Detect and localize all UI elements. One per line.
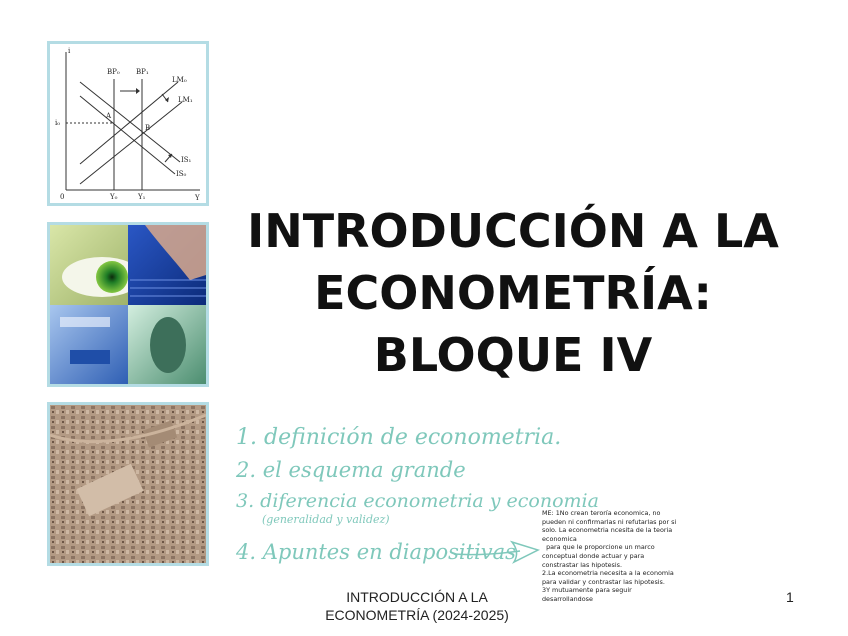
origin-label: 0 xyxy=(60,193,65,201)
bp0-label: BP₀ xyxy=(107,68,120,76)
slide-title xyxy=(218,200,808,386)
note-line: ME: 1No crean teroría economica, no xyxy=(542,509,661,517)
city-aerial-photo xyxy=(50,405,206,563)
is0-label: IS₀ xyxy=(176,170,187,178)
title-line-2: ECONOMETRÍA: xyxy=(314,266,712,320)
axis-i-label: i xyxy=(68,47,71,55)
note-line: 3Y mutuamente para seguir xyxy=(542,586,632,595)
is1-curve xyxy=(80,82,180,162)
title-line-3: BLOQUE IV xyxy=(373,328,653,382)
lm0-label: LM₀ xyxy=(172,76,187,84)
note-line: 2.La econometria necesita a la economia xyxy=(542,569,674,578)
title-line-1: INTRODUCCIÓN A LA xyxy=(247,204,779,258)
y0-label: Y₀ xyxy=(110,193,118,201)
point-b-label: B xyxy=(145,124,151,132)
handwritten-arrow-icon xyxy=(452,538,542,568)
islm-graph xyxy=(50,44,206,203)
handwritten-line-4: 4. Apuntes en diapositivas xyxy=(236,540,516,564)
photo-collage xyxy=(50,225,206,384)
note-line: para validar y contrastar las hipotesis. xyxy=(542,577,665,586)
slide-footer xyxy=(306,588,528,624)
note-line: solo. La econometria ncesita de la teoria xyxy=(542,526,673,535)
lm1-curve xyxy=(80,102,182,184)
handwritten-line-2: 2. el esquema grande xyxy=(236,458,466,482)
note-line: conceptual donde actuar y para xyxy=(542,551,645,560)
i0-label: i₀ xyxy=(55,119,61,127)
note-line: economica xyxy=(542,534,577,543)
note-line: desarrollandose xyxy=(542,594,593,603)
eye-photo xyxy=(96,261,128,293)
note-line: constrastar las hipotesis. xyxy=(542,560,623,569)
handwritten-line-3: 3. diferencia econometria y economia xyxy=(236,490,599,512)
is1-label: IS₁ xyxy=(181,156,192,164)
footer-line-1: INTRODUCCIÓN A LA xyxy=(346,589,488,605)
islm-graph-image xyxy=(47,41,209,206)
y1-label: Y₁ xyxy=(138,193,146,201)
note-line: para que le proporcione un marco xyxy=(542,543,655,552)
collage-image xyxy=(47,222,209,387)
footer-line-2: ECONOMETRÍA (2024-2025) xyxy=(325,607,509,623)
page-number: 1 xyxy=(786,589,794,605)
lm1-label: LM₁ xyxy=(178,96,193,104)
handwritten-line-1: 1. definición de econometria. xyxy=(236,425,562,450)
city-aerial-image xyxy=(47,402,209,566)
bp1-label: BP₁ xyxy=(136,68,149,76)
speaker-note xyxy=(542,509,702,604)
point-a-label: A xyxy=(106,112,112,120)
note-line: pueden ni confirmarlas ni refutarlas por si xyxy=(542,517,677,526)
lab-photo xyxy=(150,317,186,373)
handwritten-line-3b: (generalidad y validez) xyxy=(262,513,390,526)
axis-y-label: Y xyxy=(195,194,200,202)
is0-curve xyxy=(80,96,175,174)
